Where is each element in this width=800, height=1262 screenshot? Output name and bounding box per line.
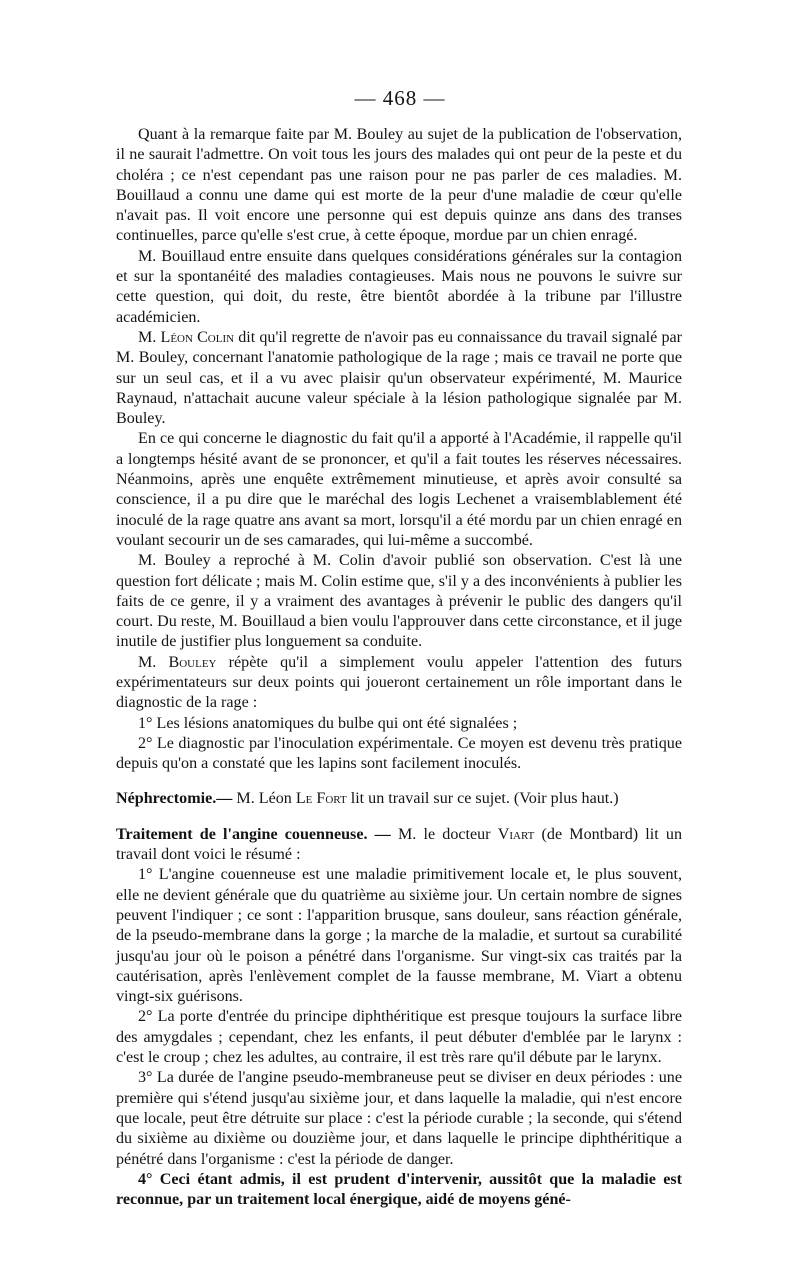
section-angine <box>116 825 682 866</box>
paragraph-text: dit qu'il regrette de n'avoir pas eu connaissance du travail signalé par M. Bouley, concernant l'anatomie pathologique de la rage ; mais ce travail ne porte que sur un seul cas, et il a vu avec plaisir qu'un observateur expérimenté, M. Maurice Raynaud, n'attachait aucune valeur spéciale à la lésion pathologique signalée par M. Bouley. <box>116 328 682 428</box>
section-text: lit un travail sur ce sujet. (Voir plus haut.) <box>346 789 619 807</box>
paragraph <box>116 328 682 429</box>
paragraph-prefix: M. <box>138 653 169 671</box>
list-item: 2° Le diagnostic par l'inoculation expérimentale. Ce moyen est devenu très pratique depuis qu'on a constaté que les lapins sont facilement inoculés. <box>116 734 682 773</box>
paragraph-prefix: M. <box>138 328 161 346</box>
section-nephrectomie <box>116 789 682 809</box>
paragraph: M. Bouley a reproché à M. Colin d'avoir publié son observation. C'est là une question fort délicate ; mais M. Colin estime que, s'il y a des inconvénients à publier les faits de ce genre, il y a vraiment des avantages à prévenir le public des dangers qu'il court. Du reste, M. Bouillaud a bien voulu l'approuver dans cette circonstance, et il juge inutile de justifier plus longuement sa conduite. <box>116 552 683 651</box>
list-item: 1° Les lésions anatomiques du bulbe qui ont été signalées ; <box>138 714 518 732</box>
paragraph-text: répète qu'il a simplement voulu appeler l'attention des futurs expérimentateurs sur deux points qui joueront certainement un rôle important dans le diagnostic de la rage : <box>116 653 682 712</box>
list-item: 1° L'angine couenneuse est une maladie primitivement locale et, le plus souvent, elle ne devient générale que du quatrième au sixième jour. Un certain nombre de signes peuvent l'indiquer ; ce sont : l'apparition brusque, sans douleur, sans réaction générale, de la pseudo-membrane dans la gorge ; la marche de la maladie, et surtout sa curabilité jusqu'au jour où le poison a pénétré dans l'organisme. Sur vingt-six cas traités par la cautérisation, après l'enlèvement complet de la fausse membrane, M. Viart a obtenu vingt-six guérisons. <box>116 866 682 1006</box>
paragraph <box>116 653 682 714</box>
speaker-name: Léon Colin <box>160 328 235 346</box>
speaker-name: Viart <box>497 825 535 843</box>
speaker-name: Le Fort <box>295 789 347 807</box>
list-item: 2° La porte d'entrée du principe diphthéritique est presque toujours la surface libre des amygdales ; cependant, chez les enfants, il peut débuter d'emblée par le larynx : c'est le croup ; chez les adultes, au contraire, il est très rare qu'il débute par le larynx. <box>116 1008 682 1067</box>
page-number: — 468 — <box>354 86 446 110</box>
paragraph: En ce qui concerne le diagnostic du fait qu'il a apporté à l'Académie, il rappelle qu'il a longtemps hésité avant de se prononcer, et qu'il a fait toutes les réserves nécessaires. Néanmoins, après une enquête extrêmement minutieuse, et après avoir consulté sa conscience, il a pu dire que le maréchal des logis Lechenet a vraisemblablement été inoculé de la rage quatre ans avant sa mort, lorsqu'il a été mordu par un chien enragé en voulant secourir un de ses camarades, qui lui-même a succombé. <box>116 430 682 549</box>
list-item: 4° Ceci étant admis, il est prudent d'intervenir, aussitôt que la maladie est reconnue, par un traitement local énergique, aidé de moyens géné- <box>116 1170 682 1209</box>
section-prefix: M. Léon <box>232 789 296 807</box>
list-item: 3° La durée de l'angine pseudo-membraneuse peut se diviser en deux périodes : une première qui s'étend jusqu'au sixième jour, et dans laquelle la maladie, qui n'est encore que locale, peut être détruite sur place : c'est la période curable ; la seconde, qui s'étend du sixième au dixième ou douzième jour, et dans laquelle le principe diphthéritique a pénétré dans l'organisme : c'est la période de danger. <box>116 1069 682 1168</box>
section-prefix: M. le docteur <box>390 825 498 843</box>
paragraph: Quant à la remarque faite par M. Bouley au sujet de la publication de l'observation, il ne saurait l'admettre. On voit tous les jours des malades qui ont peur de la peste et du choléra ; ce n'est cependant pas une raison pour ne pas parler de ces maladies. M. Bouillaud a connu une dame qui est morte de la peur d'une maladie de cœur qu'elle n'avait pas. Il voit encore une personne qui est depuis quinze ans dans des transes continuelles, parce qu'elle s'est crue, à cette époque, mordue par un chien enragé. <box>116 126 682 245</box>
section-text: (de Montbard) lit un travail dont voici le résumé : <box>116 825 682 864</box>
paragraph: M. Bouillaud entre ensuite dans quelques considérations générales sur la contagion et sur la spontanéité des maladies contagieuses. Mais nous ne pouvons le suivre sur cette question, qui doit, du reste, être bientôt abordée à la tribune par l'illustre académicien. <box>116 247 682 326</box>
section-heading: Néphrectomie.— <box>116 789 233 807</box>
speaker-name: Bouley <box>168 653 217 671</box>
text-column <box>116 125 682 1210</box>
section-heading: Traitement de l'angine couenneuse. — <box>116 825 391 843</box>
